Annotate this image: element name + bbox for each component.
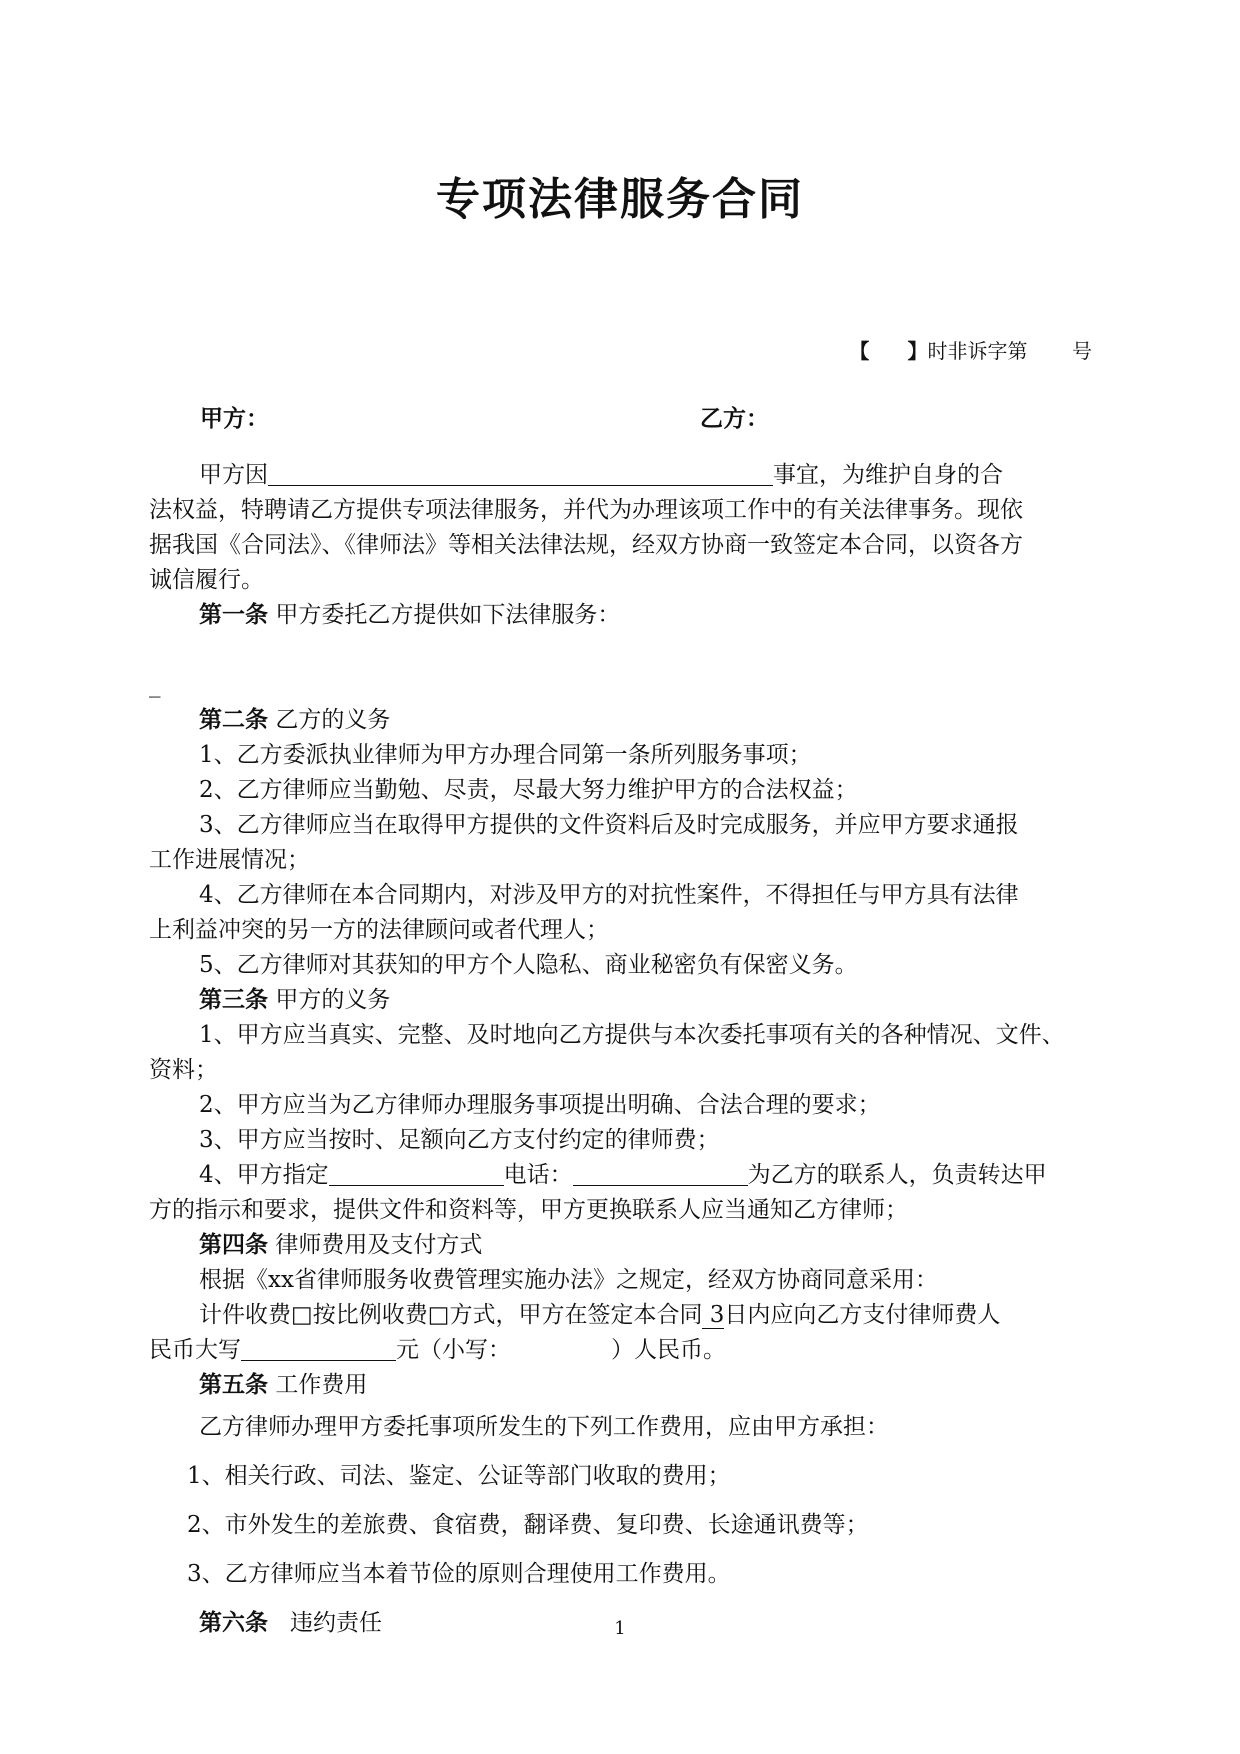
amount-words-label: 民币大写	[149, 1337, 241, 1363]
article-5-line-1: 乙方律师办理甲方委托事项所发生的下列工作费用，应由甲方承担：	[199, 1414, 889, 1440]
amount-figures-label: 元（小写：	[396, 1337, 511, 1363]
document-number	[849, 335, 1092, 364]
page-number: 1	[614, 1618, 626, 1639]
contact-phone-label: 电话：	[503, 1162, 573, 1188]
article-1-heading	[149, 598, 1092, 633]
article-3-item: 2、甲方应当为乙方律师办理服务事项提出明确、合法合理的要求；	[199, 1092, 881, 1118]
contact-prefix: 4、甲方指定	[199, 1162, 329, 1188]
contract-body	[149, 458, 1092, 1648]
article-2-item: 4、乙方律师在本合同期内，对涉及甲方的对抗性案件，不得担任与甲方具有法律	[199, 882, 1019, 908]
article-3-label: 第三条	[199, 987, 268, 1013]
doc-number-close-bracket: 】	[907, 339, 928, 363]
intro-line-3: 据我国《合同法》、《律师法》等相关法律法规，经双方协商一致签定本合同，以资各方	[149, 532, 1023, 558]
article-2-item: 1、乙方委派执业律师为甲方办理合同第一条所列服务事项；	[199, 742, 812, 768]
article-6-text: 违约责任	[289, 1610, 382, 1636]
article-5-text: 工作费用	[275, 1372, 368, 1398]
article-4-line-3	[149, 1333, 1092, 1368]
article-1-text: 甲方委托乙方提供如下法律服务：	[275, 602, 621, 628]
article-5-item: 1、相关行政、司法、鉴定、公证等部门收取的费用；	[187, 1463, 731, 1489]
article-4-line-2	[149, 1298, 1092, 1333]
article-5-item: 3、乙方律师应当本着节俭的原则合理使用工作费用。	[187, 1561, 731, 1587]
article-2-label: 第二条	[199, 707, 268, 733]
article-5-heading	[149, 1368, 1092, 1403]
fee-method-text: 计件收费□按比例收费□方式，甲方在签定本合同	[199, 1302, 703, 1328]
article-1-blank: _	[149, 672, 161, 698]
payment-days: 3	[702, 1302, 724, 1329]
article-4-line-1: 根据《xx省律师服务收费管理实施办法》之规定，经双方协商同意采用：	[199, 1267, 938, 1293]
article-2-item-cont: 上利益冲突的另一方的法律顾问或者代理人；	[149, 917, 609, 943]
fee-payment-text: 日内应向乙方支付律师费人	[724, 1302, 1001, 1328]
article-4-label: 第四条	[199, 1232, 268, 1258]
article-3-item-4	[149, 1158, 1092, 1193]
document-title: 专项法律服务合同	[436, 174, 804, 225]
article-5-label: 第五条	[199, 1372, 268, 1398]
article-3-item-4-cont: 方的指示和要求，提供文件和资料等，甲方更换联系人应当通知乙方律师；	[149, 1197, 908, 1223]
doc-number-text: 时非诉字第	[927, 339, 1028, 363]
article-1-spacer	[149, 633, 1092, 668]
article-2-item-cont: 工作进展情况；	[149, 847, 310, 873]
article-3-item: 1、甲方应当真实、完整、及时地向乙方提供与本次委托事项有关的各种情况、文件、	[199, 1022, 1065, 1048]
article-3-text: 甲方的义务	[275, 987, 391, 1013]
contact-phone-blank	[573, 1159, 748, 1186]
article-4-text: 律师费用及支付方式	[275, 1232, 483, 1258]
matter-blank	[268, 459, 773, 486]
article-3-heading	[149, 983, 1092, 1018]
article-2-item: 5、乙方律师对其获知的甲方个人隐私、商业秘密负有保密义务。	[199, 952, 858, 978]
article-2-heading	[149, 703, 1092, 738]
article-2-item: 2、乙方律师应当勤勉、尽责，尽最大努力维护甲方的合法权益；	[199, 777, 858, 803]
article-3-item: 3、甲方应当按时、足额向乙方支付约定的律师费；	[199, 1127, 720, 1153]
intro-suffix: 事宜，为维护自身的合	[773, 462, 1003, 488]
amount-suffix: ）人民币。	[611, 1337, 726, 1363]
party-b-label: 乙方：	[700, 406, 769, 432]
intro-prefix: 甲方因	[199, 462, 268, 488]
article-1-label: 第一条	[199, 602, 268, 628]
article-6-label: 第六条	[199, 1610, 268, 1636]
article-4-heading	[149, 1228, 1092, 1263]
article-3-item-cont: 资料；	[149, 1057, 218, 1083]
intro-line-1	[149, 458, 1092, 493]
article-2-text: 乙方的义务	[275, 707, 391, 733]
doc-number-open-bracket: 【	[849, 339, 870, 363]
contact-name-blank	[329, 1159, 504, 1186]
amount-words-blank	[241, 1334, 396, 1361]
doc-number-suffix: 号	[1072, 339, 1092, 363]
article-2-item: 3、乙方律师应当在取得甲方提供的文件资料后及时完成服务，并应甲方要求通报	[199, 812, 1019, 838]
party-a-label: 甲方：	[200, 406, 269, 432]
contact-suffix: 为乙方的联系人，负责转达甲	[747, 1162, 1047, 1188]
intro-line-2: 法权益，特聘请乙方提供专项法律服务，并代为办理该项工作中的有关法律事务。现依	[149, 497, 1023, 523]
intro-line-4: 诚信履行。	[149, 567, 264, 593]
article-5-item: 2、市外发生的差旅费、食宿费，翻译费、复印费、长途通讯费等；	[187, 1512, 869, 1538]
